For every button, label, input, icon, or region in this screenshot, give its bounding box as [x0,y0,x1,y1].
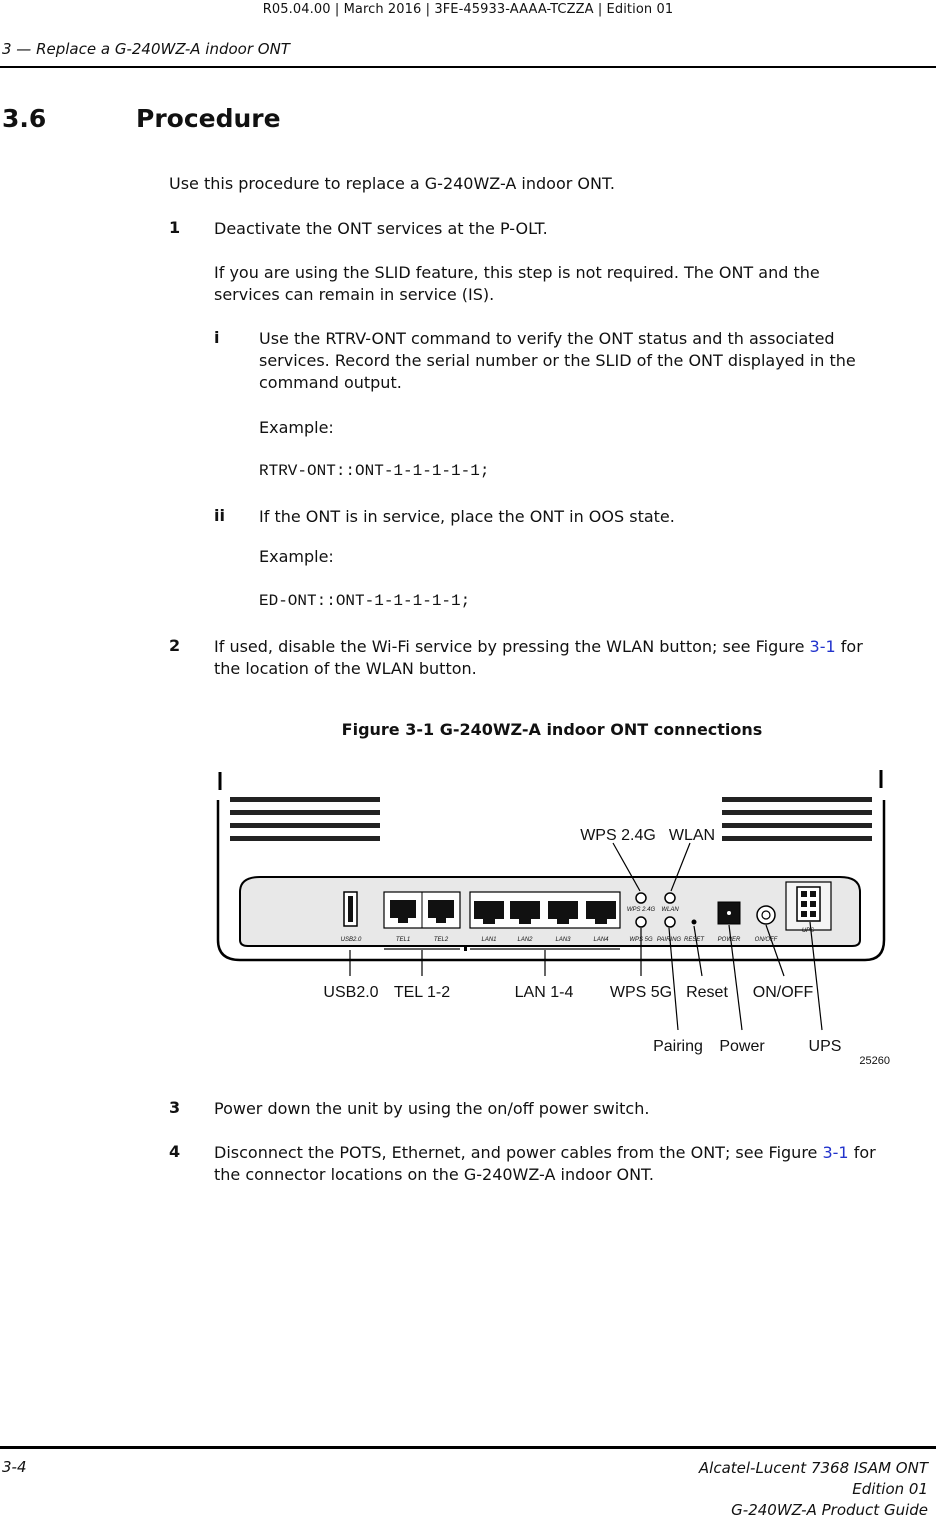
footer-rule [0,1446,936,1449]
substep-line: Use the RTRV-ONT command to verify the ONT status and th associated [259,329,835,348]
panel-label-ups: UPS [801,928,815,934]
callout-wps5: WPS 5G [609,984,673,1001]
wlan-button [665,893,675,903]
substep-text: If the ONT is in service, place the ONT in OOS state. [259,507,675,526]
pairing-button [665,917,675,927]
note-line: services can remain in service (IS). [214,285,495,304]
step-line-text: If used, disable the Wi-Fi service by pressing the WLAN button; see Figure [214,637,810,656]
panel-label-power: POWER [717,937,741,943]
panel-label-lan3: LAN3 [555,937,571,943]
step-text [214,636,934,680]
callout-tel: TEL 1-2 [393,984,451,1001]
command-example: ED-ONT::ONT-1-1-1-1-1; [259,592,471,610]
panel-label-lan4: LAN4 [593,937,609,943]
figure-id-number: 25260 [859,1055,890,1067]
header-rule [0,66,936,68]
step-line [214,636,934,658]
step-number: 1 [169,218,181,237]
substep-line: command output. [259,373,402,392]
panel-label-usb: USB2.0 [340,937,362,943]
panel-label-wps24: WPS 2.4G [626,907,656,913]
wps5-button [636,917,646,927]
figure-caption: Figure 3-1 G-240WZ-A indoor ONT connections [341,720,763,739]
step-line-text: for [848,1143,876,1162]
command-example: RTRV-ONT::ONT-1-1-1-1-1; [259,462,490,480]
revision-line: R05.04.00 | March 2016 | 3FE-45933-AAAA-TCZZA | Edition 01 [262,2,674,17]
example-label: Example: [259,418,334,437]
panel-label-tel1: TEL1 [395,937,411,943]
step-note [214,262,820,306]
power-jack-pin [727,911,731,915]
onoff-switch-center [762,911,770,919]
step-text [214,1142,934,1186]
callout-wlan: WLAN [668,827,716,844]
page-number: 3-4 [2,1458,27,1476]
ont-connections-figure [200,760,900,1070]
usb-port-slot [348,896,353,922]
figure-link[interactable]: 3-1 [809,637,836,656]
section-number: 3.6 [2,104,47,133]
intro-text: Use this procedure to replace a G-240WZ-A indoor ONT. [169,174,615,193]
panel-label-pairing: PAIRING [656,937,682,943]
panel-label-lan1: LAN1 [481,937,497,943]
figure-link[interactable]: 3-1 [822,1143,849,1162]
left-vent [230,797,380,841]
wps24-button [636,893,646,903]
reset-hole [692,920,697,925]
right-vent [722,797,872,841]
panel-label-wps5: WPS 5G [629,937,653,943]
step-number: 4 [169,1142,181,1161]
panel-label-lan2: LAN2 [517,937,533,943]
callout-pairing: Pairing [653,1038,703,1055]
footer-line: Alcatel-Lucent 7368 ISAM ONT [698,1459,928,1477]
ups-connector [797,887,820,921]
panel-label-tel2: TEL2 [433,937,449,943]
footer-line: Edition 01 [852,1480,928,1498]
callout-lan: LAN 1-4 [514,984,574,1001]
step-text: Power down the unit by using the on/off power switch. [214,1099,650,1118]
footer-product-info [699,1458,928,1521]
step-line: the location of the WLAN button. [214,659,477,678]
note-line: If you are using the SLID feature, this step is not required. The ONT and the [214,263,820,282]
callout-wps24: WPS 2.4G [580,827,656,844]
panel-label-onoff: ON/OFF [754,937,778,943]
panel-label-wlan: WLAN [661,907,679,913]
callout-usb: USB2.0 [323,984,379,1001]
step-line-text: for [835,637,863,656]
step-line-text: Disconnect the POTS, Ethernet, and power cables from the ONT; see Figure [214,1143,823,1162]
callout-ups: UPS [808,1038,842,1055]
example-label: Example: [259,547,334,566]
panel-label-reset: RESET [683,937,705,943]
section-title: Procedure [136,104,281,133]
footer-line: G-240WZ-A Product Guide [731,1501,928,1519]
substep-number: i [214,328,220,347]
bracket-separator [464,947,467,951]
step-number: 2 [169,636,181,655]
callout-reset: Reset [686,984,728,1001]
callout-onoff: ON/OFF [752,984,814,1001]
step-line: the connector locations on the G-240WZ-A indoor ONT. [214,1165,655,1184]
step-number: 3 [169,1098,181,1117]
substep-number: ii [214,506,225,525]
substep-text [259,328,856,394]
running-head: 3 — Replace a G-240WZ-A indoor ONT [2,40,290,58]
step-text: Deactivate the ONT services at the P-OLT. [214,219,548,238]
substep-line: services. Record the serial number or the SLID of the ONT displayed in the [259,351,856,370]
step-line [214,1142,934,1164]
callout-power: Power [719,1038,765,1055]
